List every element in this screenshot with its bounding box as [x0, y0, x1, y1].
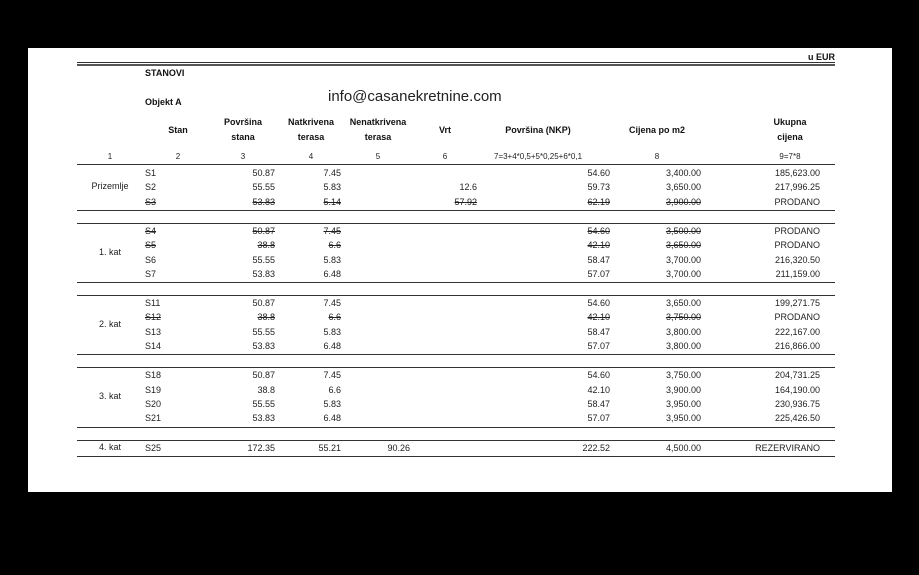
column-number-5: 5	[375, 152, 381, 161]
cell-natkrivena: 7.45	[323, 298, 341, 309]
cell-ukupna: PRODANO	[774, 225, 820, 236]
cell-stan: S1	[145, 168, 157, 178]
cell-natkrivena: 55.21	[318, 442, 341, 453]
column-header-7: Površina (NKP)	[505, 125, 571, 135]
cell-natkrivena: 5.83	[323, 398, 341, 409]
column-header-9-line2: cijena	[777, 132, 803, 142]
cell-cijena-m2: 3,650.00	[665, 182, 701, 193]
top-rule-double	[77, 64, 835, 66]
cell-vrt: 12.6	[459, 182, 477, 193]
column-number-4: 4	[308, 152, 314, 161]
column-header-8: Cijena po m2	[628, 125, 685, 135]
currency-label: u EUR	[808, 52, 835, 62]
cell-vrt: 57.92	[454, 196, 477, 207]
cell-ukupna: 199,271.75	[774, 298, 820, 309]
cell-ukupna: 216,866.00	[774, 341, 820, 351]
cell-natkrivena: 6.6	[328, 312, 341, 323]
column-number-7: 7=3+4*0,5+5*0,25+6*0,1	[493, 152, 583, 161]
column-number-2: 2	[175, 152, 181, 161]
cell-povrsina: 50.87	[252, 370, 275, 381]
floor-label: 4. kat	[98, 441, 121, 452]
cell-povrsina: 55.55	[252, 326, 275, 337]
cell-ukupna: 222,167.00	[774, 326, 820, 337]
cell-natkrivena: 7.45	[323, 168, 341, 178]
floor-label: 1. kat	[98, 246, 121, 257]
cell-povrsina: 38.8	[257, 312, 275, 323]
contact-email: info@casanekretnine.com	[328, 88, 502, 105]
cell-cijena-m2: 3,650.00	[665, 240, 701, 251]
cell-cijena-m2: 3,800.00	[665, 341, 701, 351]
column-number-1: 1	[107, 152, 113, 161]
cell-natkrivena: 5.83	[323, 254, 341, 265]
cell-natkrivena: 6.48	[323, 268, 341, 279]
cell-stan: S18	[145, 370, 162, 381]
column-number-9: 9=7*8	[779, 152, 801, 161]
cell-stan: S11	[145, 298, 161, 309]
floor-bottom-rule	[77, 210, 835, 211]
cell-ukupna: 164,190.00	[774, 384, 820, 395]
cell-nkp: 42.10	[587, 312, 610, 323]
cell-natkrivena: 6.6	[328, 240, 341, 251]
column-header-6: Vrt	[438, 125, 451, 135]
cell-nkp: 54.60	[587, 225, 610, 236]
cell-natkrivena: 6.6	[328, 384, 341, 395]
cell-nkp: 58.47	[587, 326, 610, 337]
cell-povrsina: 50.87	[252, 225, 275, 236]
price-list-page	[28, 48, 892, 492]
cell-stan: S12	[145, 312, 162, 323]
cell-cijena-m2: 3,950.00	[665, 413, 701, 424]
cell-povrsina: 38.8	[257, 384, 275, 395]
cell-cijena-m2: 3,750.00	[665, 312, 701, 323]
cell-stan: S7	[145, 268, 157, 279]
cell-natkrivena: 5.83	[323, 182, 341, 193]
cell-cijena-m2: 3,700.00	[665, 254, 701, 265]
cell-cijena-m2: 3,500.00	[665, 225, 701, 236]
column-number-6: 6	[442, 152, 448, 161]
cell-nkp: 54.60	[587, 168, 610, 178]
column-header-9: Ukupna	[773, 117, 807, 127]
cell-stan: S6	[145, 254, 157, 265]
cell-natkrivena: 7.45	[323, 225, 341, 236]
document-title: STANOVI	[145, 68, 185, 78]
cell-ukupna: 230,936.75	[774, 398, 820, 409]
cell-povrsina: 38.8	[257, 240, 275, 251]
cell-povrsina: 50.87	[252, 168, 275, 178]
cell-cijena-m2: 3,400.00	[665, 168, 701, 178]
cell-cijena-m2: 3,650.00	[665, 298, 701, 309]
column-header-4: Natkrivena	[287, 117, 335, 127]
floor-label: Prizemlje	[91, 181, 129, 192]
cell-nkp: 54.60	[587, 298, 610, 309]
column-number-3: 3	[240, 152, 246, 161]
cell-ukupna: 225,426.50	[774, 413, 820, 424]
cell-cijena-m2: 3,900.00	[665, 196, 701, 207]
cell-ukupna: PRODANO	[774, 196, 820, 207]
cell-cijena-m2: 4,500.00	[665, 442, 701, 453]
cell-cijena-m2: 3,950.00	[665, 398, 701, 409]
cell-stan: S3	[145, 196, 157, 207]
cell-ukupna: REZERVIRANO	[755, 442, 820, 453]
building-subtitle: Objekt A	[145, 97, 182, 107]
cell-nenatkrivena: 90.26	[387, 442, 410, 453]
cell-stan: S13	[145, 326, 162, 337]
cell-nkp: 58.47	[587, 398, 610, 409]
column-number-8: 8	[654, 152, 660, 161]
cell-ukupna: 217,996.25	[774, 182, 820, 193]
cell-natkrivena: 6.48	[323, 341, 341, 351]
cell-nkp: 58.47	[587, 254, 610, 265]
cell-povrsina: 50.87	[252, 298, 275, 309]
cell-stan: S2	[145, 182, 157, 193]
cell-cijena-m2: 3,750.00	[665, 370, 701, 381]
floor-bottom-rule	[77, 427, 835, 428]
floor-label: 2. kat	[98, 318, 121, 329]
floor-bottom-rule	[77, 354, 835, 355]
cell-nkp: 59.73	[587, 182, 610, 193]
column-header-5: Nenatkrivena	[349, 117, 407, 127]
cell-nkp: 57.07	[587, 341, 610, 351]
cell-stan: S25	[145, 442, 162, 453]
cell-povrsina: 55.55	[252, 182, 275, 193]
cell-ukupna: PRODANO	[774, 240, 820, 251]
cell-natkrivena: 6.48	[323, 413, 341, 424]
cell-natkrivena: 5.14	[323, 196, 341, 207]
cell-povrsina: 53.83	[252, 341, 275, 351]
cell-povrsina: 53.83	[252, 196, 275, 207]
cell-stan: S14	[145, 341, 162, 351]
cell-stan: S5	[145, 240, 157, 251]
cell-cijena-m2: 3,700.00	[665, 268, 701, 279]
cell-ukupna: PRODANO	[774, 312, 820, 323]
column-header-3-line2: stana	[231, 132, 255, 142]
cell-stan: S20	[145, 398, 162, 409]
cell-nkp: 222.52	[582, 442, 610, 453]
cell-natkrivena: 7.45	[323, 370, 341, 381]
top-rule	[77, 62, 835, 63]
column-header-5-line2: terasa	[364, 132, 392, 142]
cell-ukupna: 185,623.00	[774, 168, 820, 178]
cell-povrsina: 55.55	[252, 254, 275, 265]
column-header-2: Stan	[168, 125, 188, 135]
column-header-4-line2: terasa	[297, 132, 325, 142]
cell-povrsina: 53.83	[252, 413, 275, 424]
cell-povrsina: 53.83	[252, 268, 275, 279]
column-header-3: Površina	[223, 117, 263, 127]
cell-stan: S21	[145, 413, 162, 424]
header-rule	[77, 164, 835, 165]
cell-nkp: 57.07	[587, 413, 610, 424]
cell-nkp: 54.60	[587, 370, 610, 381]
floor-bottom-rule	[77, 282, 835, 283]
cell-ukupna: 211,159.00	[775, 268, 820, 279]
floor-bottom-rule	[77, 456, 835, 457]
cell-stan: S4	[145, 225, 157, 236]
cell-cijena-m2: 3,800.00	[665, 326, 701, 337]
floor-label: 3. kat	[98, 390, 121, 401]
cell-povrsina: 55.55	[252, 398, 275, 409]
cell-ukupna: 216,320.50	[774, 254, 820, 265]
cell-nkp: 42.10	[587, 240, 610, 251]
cell-nkp: 62.19	[587, 196, 610, 207]
cell-nkp: 42.10	[587, 384, 610, 395]
cell-nkp: 57.07	[587, 268, 610, 279]
cell-povrsina: 172.35	[247, 442, 275, 453]
cell-natkrivena: 5.83	[323, 326, 341, 337]
cell-cijena-m2: 3,900.00	[665, 384, 701, 395]
cell-ukupna: 204,731.25	[774, 370, 820, 381]
cell-stan: S19	[145, 384, 162, 395]
